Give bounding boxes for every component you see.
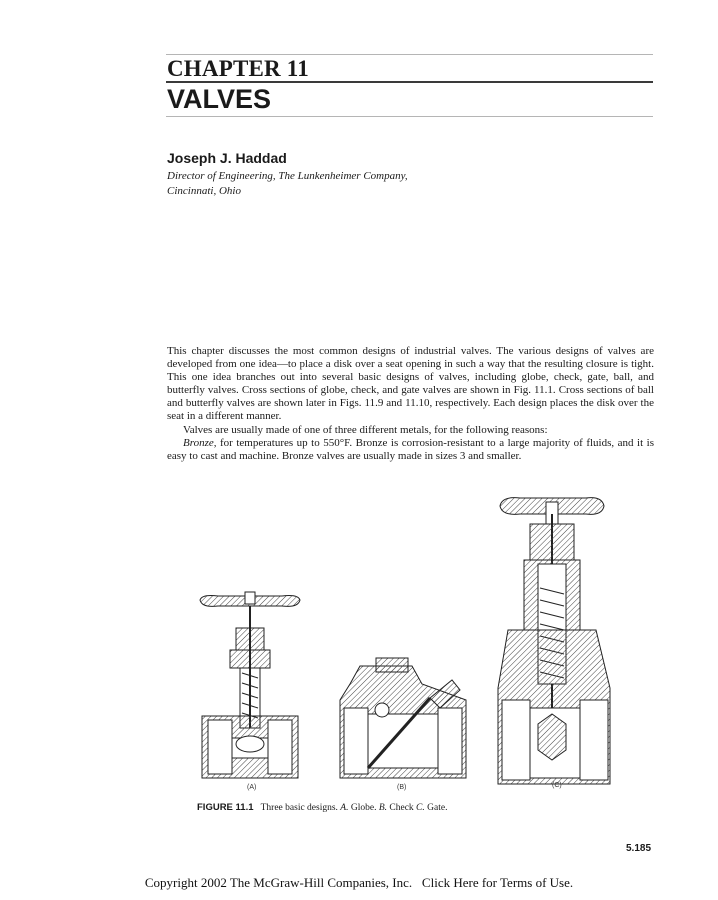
caption-a: A. — [340, 803, 349, 813]
figure-caption-label: FIGURE 11.1 — [197, 802, 254, 813]
caption-part-1: Three basic designs. — [260, 803, 341, 813]
caption-part-2: Globe. — [348, 803, 379, 813]
author-name: Joseph J. Haddad — [167, 150, 287, 166]
figure-valves — [190, 488, 630, 798]
title-bottom-rule — [166, 116, 653, 117]
caption-c: C. — [416, 803, 425, 813]
copyright-text: Copyright 2002 The McGraw-Hill Companies, Inc. — [144, 875, 413, 890]
top-rule — [166, 54, 653, 55]
figure-label-b: (B) — [397, 784, 407, 791]
terms-of-use-link[interactable]: Click Here for Terms of Use. — [421, 875, 574, 890]
caption-part-4: Gate. — [424, 803, 448, 813]
chapter-title: VALVES — [167, 84, 272, 114]
check-valve-drawing — [340, 658, 466, 778]
author-affiliation-line1: Director of Engineering, The Lunkenheimer Company, — [167, 170, 408, 182]
body-text — [167, 345, 654, 463]
paragraph-intro: This chapter discusses the most common designs of industrial valves. The various designs of valves are developed from one idea—to place a disk over a seat opening in such a way that the resulting closure is tight. This one idea branches out into several basic designs of valves, including globe, check, gate, ball, and butterfly valves. Cross sections of globe, check, and gate valves are shown in Fig. 11.1. Cross sections of ball and butterfly valves are shown later in Figs. 11.9 and 11.10, respectively. Each design places the disk over the seat in a different manner. — [167, 345, 654, 423]
footer — [0, 875, 718, 891]
caption-part-3: Check — [387, 803, 417, 813]
caption-b: B. — [378, 803, 388, 813]
figure-caption — [197, 802, 447, 813]
figure-label-a: (A) — [247, 784, 257, 791]
bronze-term: Bronze, — [183, 436, 217, 449]
author-affiliation-line2: Cincinnati, Ohio — [167, 185, 241, 197]
valve-cross-sections-illustration — [190, 488, 630, 798]
gate-valve-drawing — [498, 498, 610, 784]
figure-label-c: (C) — [552, 782, 562, 789]
chapter-label: CHAPTER 11 — [167, 56, 309, 81]
paragraph-bronze — [167, 437, 654, 463]
bronze-description: for temperatures up to 550°F. Bronze is corrosion-resistant to a large majority of fluids, and it is easy to cast and machine. Bronze valves are usually made in sizes 3 and smaller. — [167, 436, 654, 462]
page-number: 5.185 — [626, 843, 652, 854]
paragraph-metals: Valves are usually made of one of three different metals, for the following reasons: — [183, 423, 548, 436]
globe-valve-drawing — [200, 592, 300, 778]
chapter-divider — [166, 81, 653, 83]
